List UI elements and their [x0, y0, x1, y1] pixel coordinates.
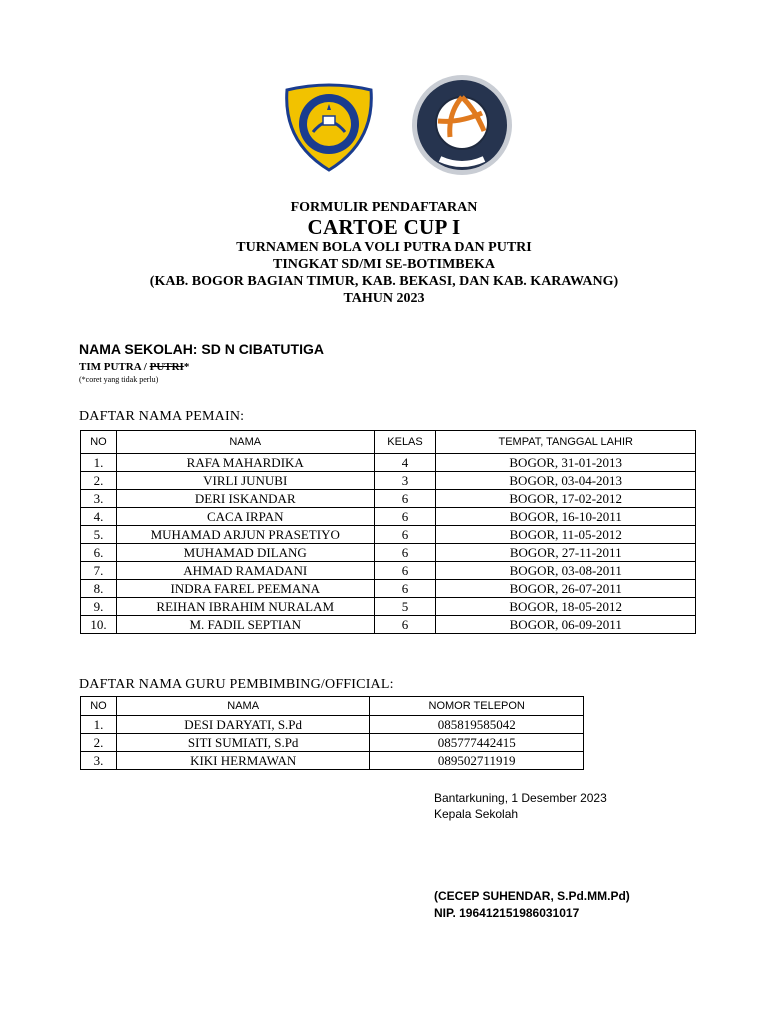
players-header-row	[81, 431, 696, 454]
table-row	[81, 472, 696, 490]
cell-no: 3.	[81, 490, 117, 508]
cell-ttl: BOGOR, 31-01-2013	[436, 454, 696, 472]
cell-no: 2.	[81, 734, 117, 752]
event-subtitle: TURNAMEN BOLA VOLI PUTRA DAN PUTRI	[236, 240, 532, 255]
cell-ttl: BOGOR, 17-02-2012	[436, 490, 696, 508]
event-name: CARTOE CUP I	[307, 215, 461, 239]
cell-telepon: 085777442415	[370, 734, 584, 752]
cell-no: 5.	[81, 526, 117, 544]
cell-ttl: BOGOR, 16-10-2011	[436, 508, 696, 526]
col-nama: NAMA	[116, 697, 369, 716]
cell-nama: REIHAN IBRAHIM NURALAM	[116, 598, 374, 616]
event-region: (KAB. BOGOR BAGIAN TIMUR, KAB. BEKASI, DAN KAB. KARAWANG)	[149, 274, 619, 289]
team-struck: PUTRI	[149, 361, 184, 373]
players-table	[80, 430, 696, 634]
table-row	[81, 508, 696, 526]
cell-nama: DESI DARYATI, S.Pd	[116, 716, 369, 734]
cell-nama: M. FADIL SEPTIAN	[116, 616, 374, 634]
cell-kelas: 6	[374, 508, 436, 526]
officials-table	[80, 696, 584, 770]
place-date: Bantarkuning, 1 Desember 2023	[434, 791, 607, 805]
school-name: NAMA SEKOLAH: SD N CIBATUTIGA	[79, 341, 324, 357]
cell-nama: MUHAMAD ARJUN PRASETIYO	[116, 526, 374, 544]
form-title-block	[0, 199, 768, 307]
cell-no: 1.	[81, 716, 117, 734]
officials-body	[81, 716, 584, 770]
col-no: NO	[81, 697, 117, 716]
cell-kelas: 6	[374, 616, 436, 634]
cell-ttl: BOGOR, 11-05-2012	[436, 526, 696, 544]
cell-nama: AHMAD RAMADANI	[116, 562, 374, 580]
cell-kelas: 6	[374, 526, 436, 544]
table-row	[81, 716, 584, 734]
volleyball-club-logo-icon	[410, 73, 514, 177]
form-title: FORMULIR PENDAFTARAN	[290, 200, 478, 215]
cell-no: 4.	[81, 508, 117, 526]
cell-no: 1.	[81, 454, 117, 472]
cell-nama: SITI SUMIATI, S.Pd	[116, 734, 369, 752]
col-telepon: NOMOR TELEPON	[370, 697, 584, 716]
cell-no: 8.	[81, 580, 117, 598]
cell-nama: INDRA FAREL PEEMANA	[116, 580, 374, 598]
cell-nama: KIKI HERMAWAN	[116, 752, 369, 770]
table-row	[81, 598, 696, 616]
cell-nama: VIRLI JUNUBI	[116, 472, 374, 490]
cell-no: 3.	[81, 752, 117, 770]
table-row	[81, 562, 696, 580]
table-row	[81, 752, 584, 770]
signatory-role: Kepala Sekolah	[434, 807, 519, 821]
col-nama: NAMA	[116, 431, 374, 454]
cell-no: 2.	[81, 472, 117, 490]
officials-header-row	[81, 697, 584, 716]
event-level: TINGKAT SD/MI SE-BOTIMBEKA	[273, 257, 495, 272]
cell-telepon: 089502711919	[370, 752, 584, 770]
cell-kelas: 4	[374, 454, 436, 472]
cell-nama: MUHAMAD DILANG	[116, 544, 374, 562]
players-body	[81, 454, 696, 634]
event-year: TAHUN 2023	[343, 291, 425, 306]
signatory-name: (CECEP SUHENDAR, S.Pd.MM.Pd)	[434, 889, 630, 903]
school-emblem-icon	[283, 82, 375, 172]
team-suffix: *	[183, 361, 190, 373]
table-row	[81, 454, 696, 472]
cell-no: 7.	[81, 562, 117, 580]
cell-kelas: 6	[374, 562, 436, 580]
cell-no: 9.	[81, 598, 117, 616]
cell-ttl: BOGOR, 26-07-2011	[436, 580, 696, 598]
cell-kelas: 3	[374, 472, 436, 490]
cell-ttl: BOGOR, 03-04-2013	[436, 472, 696, 490]
col-ttl: TEMPAT, TANGGAL LAHIR	[436, 431, 696, 454]
col-no: NO	[81, 431, 117, 454]
cell-kelas: 5	[374, 598, 436, 616]
cell-telepon: 085819585042	[370, 716, 584, 734]
cell-ttl: BOGOR, 06-09-2011	[436, 616, 696, 634]
cell-ttl: BOGOR, 27-11-2011	[436, 544, 696, 562]
cell-nama: CACA IRPAN	[116, 508, 374, 526]
table-row	[81, 580, 696, 598]
players-section-title: DAFTAR NAMA PEMAIN:	[79, 409, 245, 424]
cell-no: 6.	[81, 544, 117, 562]
table-row	[81, 734, 584, 752]
table-row	[81, 544, 696, 562]
table-row	[81, 490, 696, 508]
cell-ttl: BOGOR, 18-05-2012	[436, 598, 696, 616]
strike-note: (*coret yang tidak perlu)	[79, 375, 159, 384]
team-prefix: TIM PUTRA /	[79, 361, 150, 373]
col-kelas: KELAS	[374, 431, 436, 454]
cell-kelas: 6	[374, 580, 436, 598]
cell-nama: RAFA MAHARDIKA	[116, 454, 374, 472]
table-row	[81, 616, 696, 634]
cell-nama: DERI ISKANDAR	[116, 490, 374, 508]
cell-ttl: BOGOR, 03-08-2011	[436, 562, 696, 580]
signatory-nip: NIP. 196412151986031017	[434, 906, 580, 920]
table-row	[81, 526, 696, 544]
cell-kelas: 6	[374, 544, 436, 562]
cell-kelas: 6	[374, 490, 436, 508]
cell-no: 10.	[81, 616, 117, 634]
team-type	[79, 361, 189, 373]
officials-section-title: DAFTAR NAMA GURU PEMBIMBING/OFFICIAL:	[79, 677, 394, 692]
